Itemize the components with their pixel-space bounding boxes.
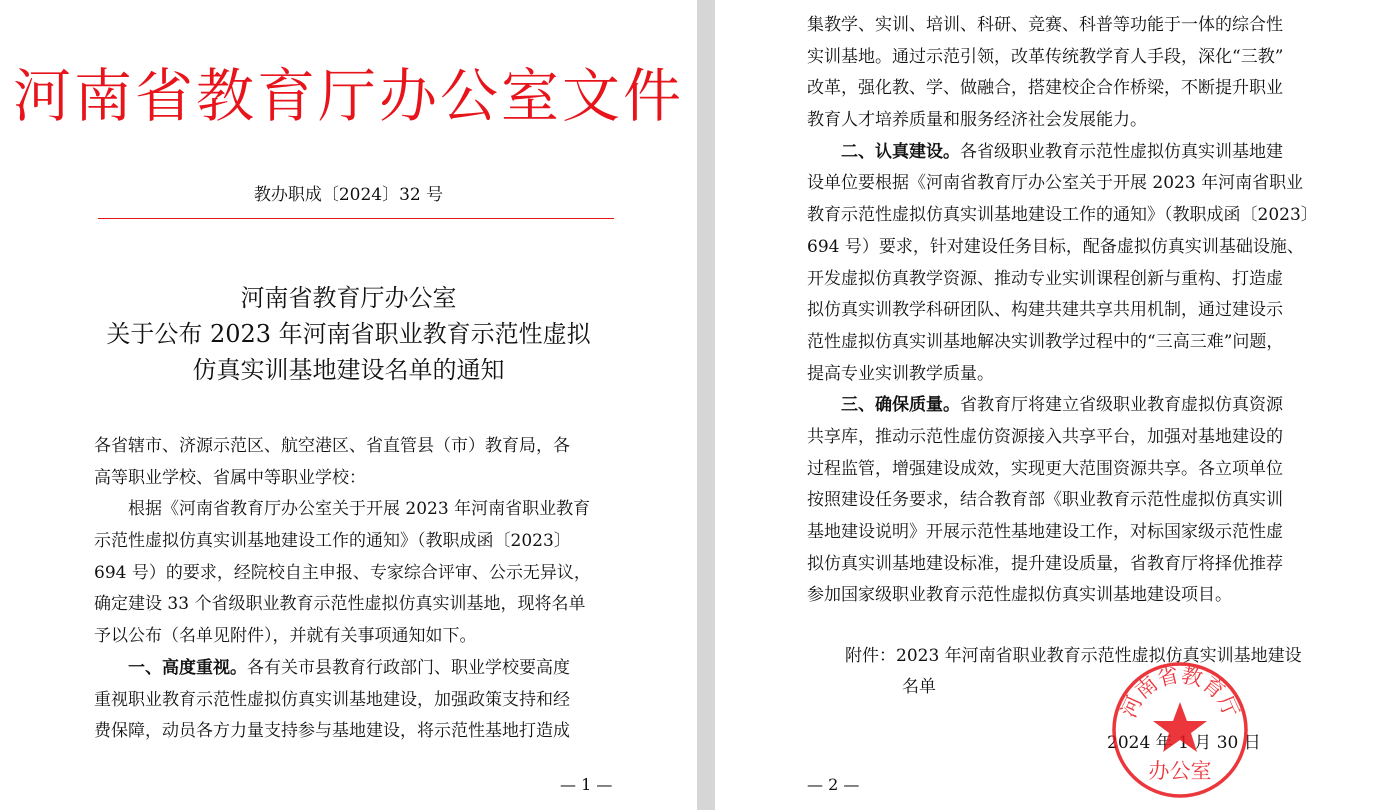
point-2-text: 各省级职业教育示范性虚拟仿真实训基地建 (960, 141, 1283, 162)
notice-title-line: 仿真实训基地建设名单的通知 (192, 356, 505, 384)
text-line: 重视职业教育示范性虚拟仿真实训基地建设，加强政策支持和经 (94, 689, 570, 710)
point-2-heading: 二、认真建设。 (841, 141, 960, 162)
text-line: 694 号）要求，针对建设任务目标，配备虚拟仿真实训基础设施、 (807, 236, 1304, 257)
text-line: 694 号）的要求，经院校自主申报、专家综合评审、公示无异议， (94, 562, 591, 583)
page2-body (807, 10, 1339, 612)
text-line: 改革，强化教、学、做融合，搭建校企合作桥梁，不断提升职业 (807, 78, 1283, 99)
text-line: 根据《河南省教育厅办公室关于开展 2023 年河南省职业教育 (128, 499, 591, 520)
text-line: 予以公布（名单见附件），并就有关事项通知如下。 (94, 626, 477, 647)
text-line: 基地建设说明》开展示范性基地建设工作，对标国家级示范性虚 (807, 522, 1283, 542)
text-line: 设单位要根据《河南省教育厅办公室关于开展 2023 年河南省职业 (807, 173, 1304, 194)
text-line: 参加国家级职业教育示范性虚拟仿真实训基地建设项目。 (807, 585, 1232, 606)
red-divider-line (98, 218, 614, 219)
text-line: 提高专业实训教学质量。 (807, 363, 994, 384)
page1-body (94, 431, 620, 748)
point-3-line (807, 390, 1339, 422)
seal-star-icon (1153, 702, 1207, 752)
text-line: 范性虚拟仿真实训基地解决实训教学过程中的“三高三难”问题， (807, 331, 1284, 352)
text-line: 示范性虚拟仿真实训基地建设工作的通知》（教职成函〔2023〕 (94, 531, 571, 552)
text-line: 拟仿真实训基地建设标准，提升建设质量，省教育厅将择优推荐 (807, 553, 1283, 574)
document-header-title: 河南省教育厅办公室文件 (12, 62, 684, 130)
point-1-line (94, 653, 620, 685)
text-line: 各省辖市、济源示范区、航空港区、省直管县（市）教育局，各 (94, 436, 570, 456)
page-number: — 2 — (807, 775, 860, 794)
attachment-line: 附件：2023 年河南省职业教育示范性虚拟仿真实训基地建设 (845, 646, 1302, 666)
text-line: 确定建设 33 个省级职业教育示范性虚拟仿真实训基地，现将名单 (94, 594, 586, 615)
text-line: 集教学、实训、培训、科研、竞赛、科普等功能于一体的综合性 (807, 15, 1283, 35)
text-line: 实训基地。通过示范引领，改革传统教学育人手段，深化“三教” (807, 46, 1284, 67)
text-line: 教育人才培养质量和服务经济社会发展能力。 (807, 110, 1147, 131)
notice-title-line: 关于公布 2023 年河南省职业教育示范性虚拟 (106, 320, 591, 348)
text-line: 过程监管，增强建设成效，实现更大范围资源共享。各立项单位 (807, 458, 1283, 479)
text-line: 费保障，动员各方力量支持参与基地建设，将示范性基地打造成 (94, 721, 570, 742)
notice-title (0, 280, 697, 388)
text-line: 开发虚拟仿真教学资源、推动专业实训课程创新与重构、打造虚 (807, 268, 1283, 289)
point-1-text: 各有关市县教育行政部门、职业学校要高度 (247, 657, 570, 678)
text-line: 教育示范性虚拟仿真实训基地建设工作的通知》（教职成函〔2023〕 (807, 205, 1318, 226)
seal-text-top: 河南省教育厅 (1116, 662, 1244, 722)
point-3-heading: 三、确保质量。 (841, 395, 960, 416)
text-line: 按照建设任务要求，结合教育部《职业教育示范性虚拟仿真实训 (807, 490, 1283, 511)
document-number: 教办职成〔2024〕32 号 (253, 185, 444, 205)
text-line: 高等职业学校、省属中等职业学校： (94, 467, 366, 488)
document-page-2 (715, 0, 1378, 810)
point-2-line (807, 137, 1339, 169)
notice-title-line: 河南省教育厅办公室 (240, 284, 457, 312)
page-number: — 1 — (560, 775, 613, 794)
point-1-heading: 一、高度重视。 (128, 657, 247, 678)
text-line: 拟仿真实训教学科研团队、构建共建共享共用机制，通过建设示 (807, 300, 1283, 321)
seal-text-bottom: 办公室 (1148, 759, 1212, 783)
official-seal-stamp (1110, 660, 1250, 800)
text-line: 共享库，推动示范性虚仿资源接入共享平台，加强对基地建设的 (807, 426, 1283, 447)
point-3-text: 省教育厅将建立省级职业教育虚拟仿真资源 (960, 395, 1283, 416)
attachment-line: 名单 (902, 677, 936, 697)
issue-date: 2024 年 1 月 30 日 (1107, 733, 1261, 753)
